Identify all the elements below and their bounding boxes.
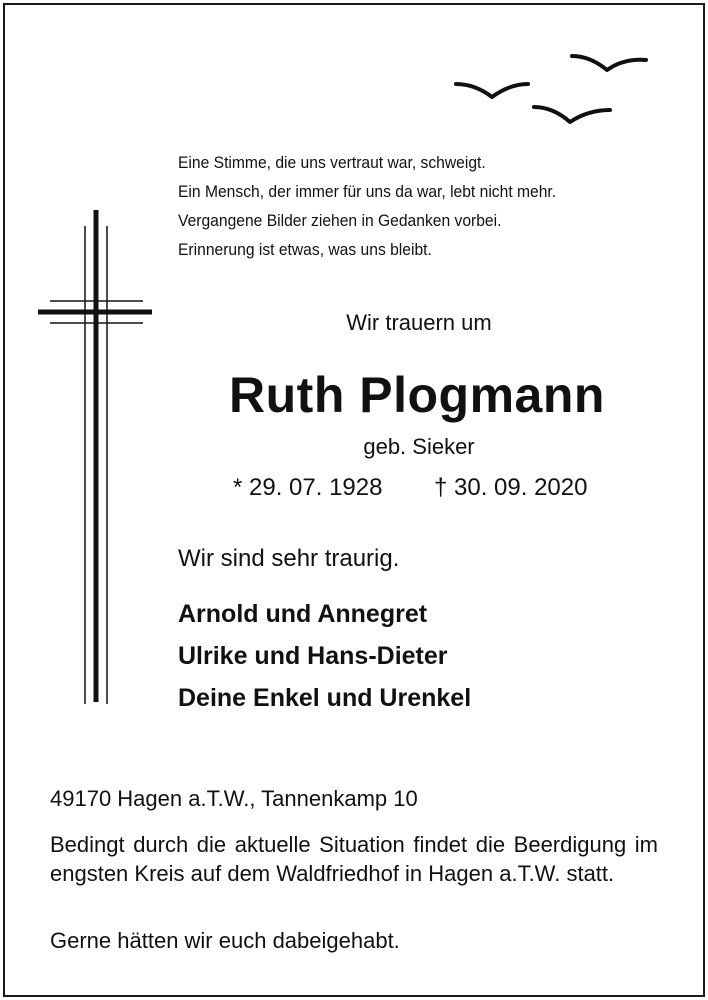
deceased-name-label: Ruth Plogmann (229, 367, 605, 423)
deceased-name (0, 366, 708, 424)
maiden-name-label: geb. Sieker (363, 434, 475, 459)
poem (178, 148, 556, 264)
poem-line: Erinnerung ist etwas, was uns bleibt. (178, 240, 432, 259)
poem-line: Vergangene Bilder ziehen in Gedanken vorbei. (178, 211, 502, 230)
family-member: Arnold und Annegret (178, 600, 428, 628)
closing-text: Gerne hätten wir euch dabeigehabt. (50, 928, 400, 953)
family-member: Deine Enkel und Urenkel (178, 684, 472, 712)
family-member: Ulrike und Hans-Dieter (178, 642, 448, 670)
statement: Wir sind sehr traurig. (178, 545, 400, 572)
death-date: † 30. 09. 2020 (434, 474, 588, 501)
funeral-notice: Bedingt durch die aktuelle Situation findet die Beerdigung im engsten Kreis auf dem Waldfriedhof in Hagen a.T.W. statt. (50, 832, 658, 886)
address: 49170 Hagen a.T.W., Tannenkamp 10 (50, 786, 418, 811)
intro-text (0, 310, 708, 336)
intro-label: Wir trauern um (346, 310, 492, 335)
maiden-name (0, 434, 708, 460)
family-list (178, 593, 471, 719)
birth-date: * 29. 07. 1928 (233, 474, 383, 501)
poem-line: Ein Mensch, der immer für uns da war, lebt nicht mehr. (178, 182, 557, 201)
poem-line: Eine Stimme, die uns vertraut war, schweigt. (178, 153, 486, 172)
